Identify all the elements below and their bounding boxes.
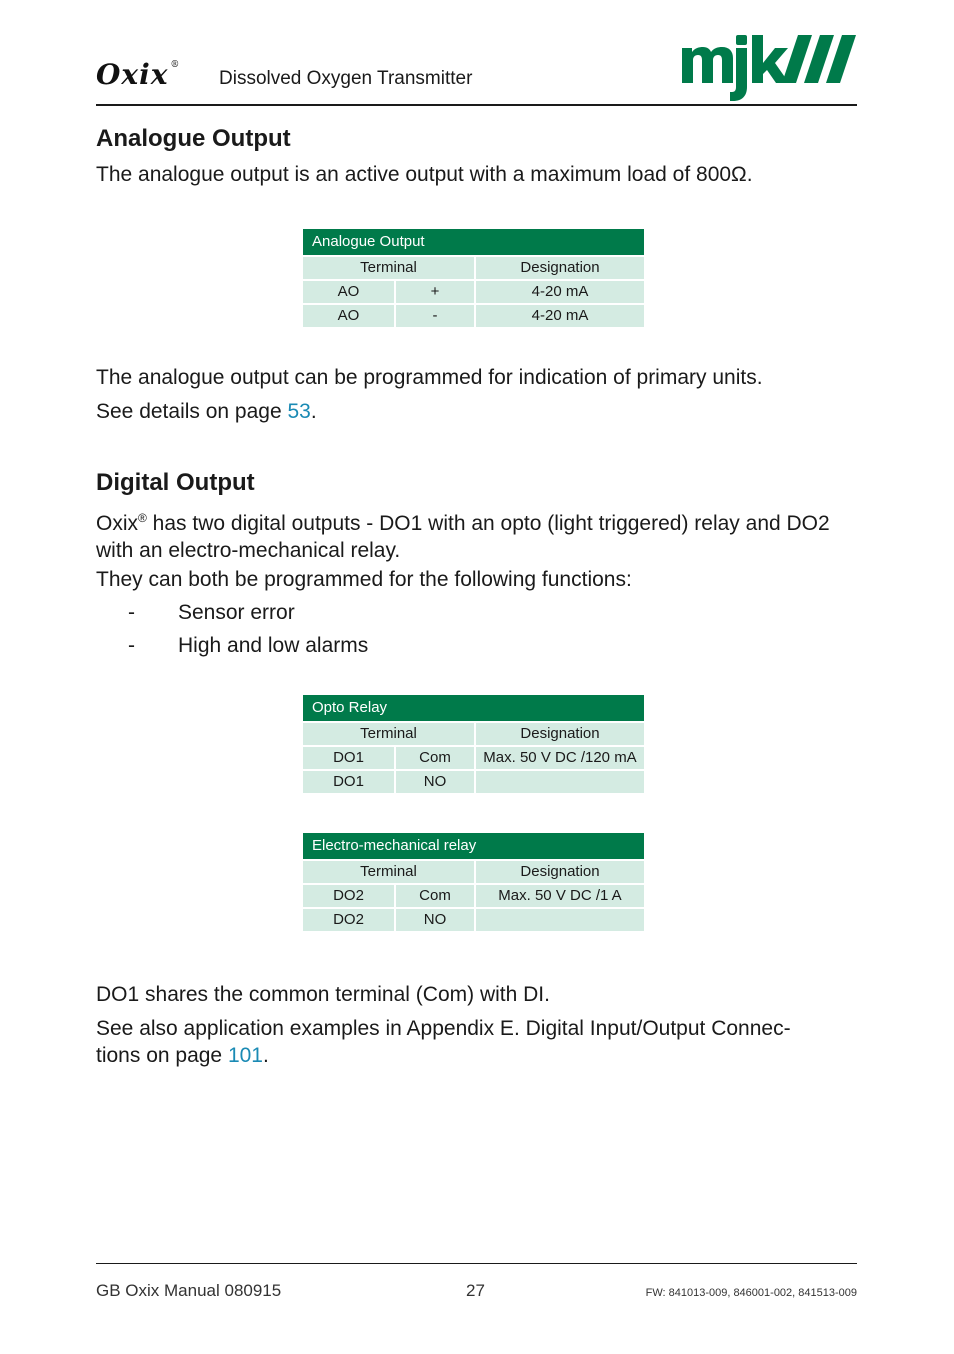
table-cell: Com bbox=[396, 747, 474, 769]
appendix-note-suffix: . bbox=[262, 1044, 269, 1067]
column-header-designation: Designation bbox=[476, 723, 644, 745]
table-cell: 4-20 mA bbox=[476, 281, 644, 303]
digital-output-heading: Digital Output bbox=[96, 469, 255, 496]
electro-mechanical-relay-table bbox=[303, 833, 644, 931]
analogue-output-table bbox=[303, 229, 644, 327]
table-cell: Max. 50 V DC /120 mA bbox=[476, 747, 644, 769]
do1-shares-note: DO1 shares the common terminal (Com) with DI. bbox=[96, 983, 550, 1006]
digital-output-intro bbox=[96, 505, 836, 564]
table-title: Electro-mechanical relay bbox=[303, 833, 644, 859]
appendix-note-prefix: tions on page bbox=[96, 1044, 228, 1067]
table-row bbox=[303, 305, 644, 327]
intro-registered-mark: ® bbox=[138, 511, 147, 525]
table-cell: DO2 bbox=[303, 885, 394, 907]
analogue-primary-units-text: The analogue output can be programmed for indication of primary units. bbox=[96, 366, 763, 389]
column-header-designation: Designation bbox=[476, 861, 644, 883]
oxix-logo-text: Oxix bbox=[96, 58, 169, 91]
appendix-note-line2 bbox=[96, 1042, 269, 1069]
intro-rest: has two digital outputs - DO1 with an opto (light triggered) relay and DO2 with an electro-mechanical relay. bbox=[96, 512, 830, 562]
table-header-row bbox=[303, 723, 644, 745]
table-cell: 4-20 mA bbox=[476, 305, 644, 327]
footer-firmware: FW: 841013-009, 846001-002, 841513-009 bbox=[645, 1287, 857, 1299]
appendix-note-line1: See also application examples in Appendix E. Digital Input/Output Connec- bbox=[96, 1017, 791, 1040]
see-details-suffix: . bbox=[310, 400, 317, 423]
column-header-terminal: Terminal bbox=[303, 723, 474, 745]
page-53-link[interactable]: 53 bbox=[287, 400, 311, 423]
table-header-row bbox=[303, 257, 644, 279]
table-cell: AO bbox=[303, 281, 394, 303]
table-title: Analogue Output bbox=[303, 229, 644, 255]
table-header-row bbox=[303, 861, 644, 883]
opto-relay-table bbox=[303, 695, 644, 793]
mjk-logo bbox=[680, 30, 858, 102]
analogue-output-intro: The analogue output is an active output with a maximum load of 800Ω. bbox=[96, 163, 753, 186]
column-header-terminal: Terminal bbox=[303, 861, 474, 883]
footer-manual-id: GB Oxix Manual 080915 bbox=[96, 1281, 282, 1300]
list-item-sensor-error: Sensor error bbox=[178, 601, 295, 624]
table-cell: + bbox=[396, 281, 474, 303]
table-cell: NO bbox=[396, 909, 474, 931]
column-header-designation: Designation bbox=[476, 257, 644, 279]
table-cell bbox=[476, 909, 644, 931]
table-row bbox=[303, 885, 644, 907]
page-101-link[interactable]: 101 bbox=[227, 1044, 263, 1067]
table-cell: NO bbox=[396, 771, 474, 793]
oxix-logo bbox=[96, 58, 180, 91]
intro-oxix-word: Oxix bbox=[96, 512, 138, 535]
page-number: 27 bbox=[466, 1281, 485, 1300]
table-cell: Max. 50 V DC /1 A bbox=[476, 885, 644, 907]
table-cell: DO1 bbox=[303, 747, 394, 769]
header-rule bbox=[96, 104, 857, 106]
oxix-registered-mark: ® bbox=[170, 60, 181, 70]
table-cell: - bbox=[396, 305, 474, 327]
analogue-see-details-text bbox=[96, 398, 317, 425]
digital-functions-text: They can both be programmed for the following functions: bbox=[96, 568, 632, 591]
table-cell: DO1 bbox=[303, 771, 394, 793]
table-cell: AO bbox=[303, 305, 394, 327]
header-title: Dissolved Oxygen Transmitter bbox=[219, 68, 473, 89]
table-row bbox=[303, 281, 644, 303]
table-cell bbox=[476, 771, 644, 793]
list-dash: - bbox=[128, 634, 135, 657]
footer-rule bbox=[96, 1263, 857, 1264]
table-row bbox=[303, 771, 644, 793]
table-row bbox=[303, 909, 644, 931]
table-cell: Com bbox=[396, 885, 474, 907]
list-item-alarms: High and low alarms bbox=[178, 634, 369, 657]
table-title: Opto Relay bbox=[303, 695, 644, 721]
analogue-output-heading: Analogue Output bbox=[96, 125, 291, 152]
table-cell: DO2 bbox=[303, 909, 394, 931]
see-details-prefix: See details on page bbox=[96, 400, 288, 423]
column-header-terminal: Terminal bbox=[303, 257, 474, 279]
list-dash: - bbox=[128, 601, 135, 624]
table-row bbox=[303, 747, 644, 769]
